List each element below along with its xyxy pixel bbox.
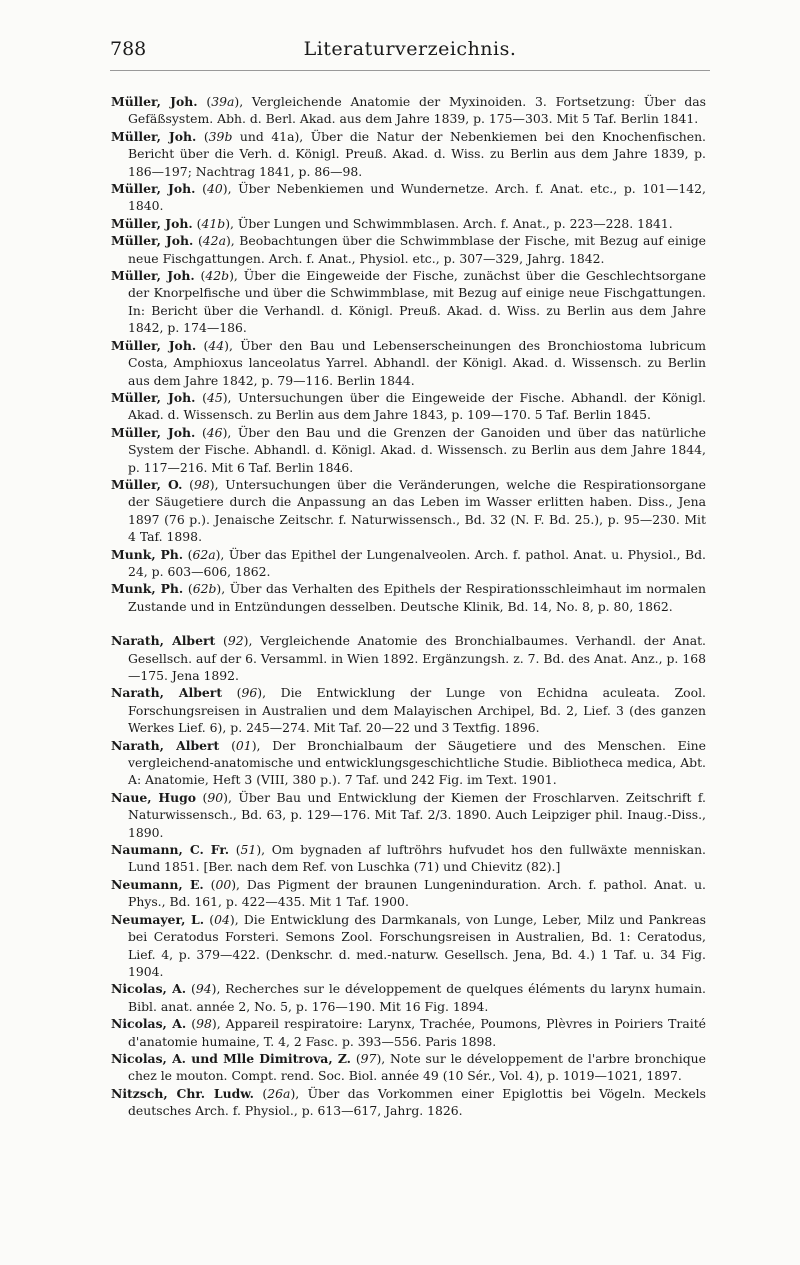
entry-text: ), Über den Bau und die Grenzen der Ganoiden und über das natürliche System der Fische. Abhandl. d. Königl. Akad. d. Wissensch. zu Berlin aus dem Jahre 1844, p. 117—216. Mit 6 Taf. Berlin 1846. (128, 424, 707, 475)
entry-text: ), Über Lungen und Schwimmblasen. Arch. f. Anat., p. 223—228. 1841. (225, 215, 673, 231)
entry-open-paren: ( (195, 424, 207, 440)
entry-open-paren: ( (195, 181, 207, 197)
entry-citation-tag: 44 (208, 337, 225, 353)
entry-citation-tag: 98 (196, 1016, 212, 1032)
entry-open-paren: ( (350, 1050, 361, 1066)
entry-text: ), Untersuchungen über die Veränderungen, welche die Respirationsorgane der Säugetiere durch die Anpassung an das Leben im Wasser erlitten haben. Diss., Jena 1897 (76 p.). Jenaische Zeitschr. f. Naturwissensch., Bd. 32 (N. F. Bd. 25.), p. 95—230. Mit 4 Taf. 1898. (128, 476, 707, 545)
entry-text: ), Über Nebenkiemen und Wundernetze. Arch. f. Anat. etc., p. 101—142, 1840. (128, 181, 706, 214)
bibliography-entry (111, 580, 706, 615)
entry-citation-tag: 94 (195, 981, 212, 997)
running-title: Literaturverzeichnis. (303, 38, 517, 60)
bibliography-entry (111, 876, 706, 911)
bibliography-entry (111, 337, 706, 389)
bibliography-entry (111, 424, 706, 476)
entry-author: Naumann, C. Fr. (111, 842, 230, 858)
entry-author: Müller, Joh. (111, 424, 196, 440)
entry-open-paren: ( (219, 737, 236, 753)
bibliography-entry (111, 980, 706, 1015)
entry-text: und 41a), Über die Natur der Nebenkiemen bei den Knochenfischen. Bericht über die Verh. d. Königl. Preuß. Akad. d. Wiss. zu Berlin aus dem Jahre 1839, p. 186—197; Nachtrag 1841, p. 86—98. (128, 128, 706, 179)
entry-author: Müller, Joh. (111, 233, 194, 249)
entry-open-paren: ( (192, 215, 202, 231)
bibliography-entry (111, 1085, 706, 1120)
entry-citation-tag: 98 (193, 476, 210, 492)
entry-text: ), Beobachtungen über die Schwimmblase der Fische, mit Bezug auf einige neue Fischgattungen. Arch. f. Anat., Physiol. etc., p. 307—329, Jahrg. 1842. (128, 233, 706, 266)
entry-citation-tag: 26a (267, 1085, 291, 1101)
entry-text: ), Vergleichende Anatomie der Myxinoiden. 3. Fortsetzung: Über das Gefäßsystem. Abh. d. Berl. Akad. aus dem Jahre 1839, p. 175—303. Mit 5 Taf. Berlin 1841. (128, 94, 707, 127)
bibliography-entry (111, 789, 706, 841)
entry-author: Munk, Ph. (111, 546, 184, 562)
entry-text: ), Über das Epithel der Lungenalveolen. Arch. f. pathol. Anat. u. Physiol., Bd. 24, p. 603—606, 1862. (128, 546, 706, 579)
entry-text: ), Vergleichende Anatomie des Bronchialbaumes. Verhandl. der Anat. Gesellsch. auf der 6. Versamml. in Wien 1892. Ergänzungsh. z. 7. Bd. des Anat. Anz., p. 168—175. Jena 1892. (128, 633, 706, 683)
entry-open-paren: ( (183, 546, 193, 562)
bibliography-entry (111, 1015, 706, 1050)
bibliography-entry (111, 684, 706, 736)
bibliography-entry (111, 93, 706, 128)
entry-text: ), Die Entwicklung der Lunge von Echidna aculeata. Zool. Forschungsreisen in Australien und dem Malayischen Archipel, Bd. 2, Lief. 3 (des ganzen Werkes Lief. 6), p. 245—274. Mit Taf. 20—22 und 3 Textfig. 1896. (128, 685, 706, 736)
entry-citation-tag: 96 (241, 685, 258, 701)
entry-open-paren: ( (197, 94, 212, 109)
entry-open-paren: ( (186, 1016, 197, 1032)
bibliography-entry (111, 215, 706, 232)
bibliography-entry (111, 632, 706, 684)
entry-citation-tag: 97 (360, 1050, 377, 1066)
entry-citation-tag: 92 (227, 633, 244, 649)
entry-open-paren: ( (195, 389, 207, 405)
page-number: 788 (110, 38, 147, 60)
bibliography-entry (111, 476, 706, 546)
entry-citation-tag: 42b (205, 268, 230, 284)
entry-citation-tag: 01 (235, 737, 252, 753)
bibliography-entry (111, 1050, 706, 1085)
entry-citation-tag: 45 (206, 389, 223, 405)
entry-citation-tag: 51 (240, 842, 257, 858)
bibliography-entry (111, 267, 706, 337)
bibliography-entry (111, 128, 706, 180)
entry-open-paren: ( (183, 581, 193, 597)
entry-citation-tag: 62a (192, 546, 216, 562)
bibliography-entry (111, 232, 706, 267)
entry-author: Nicolas, A. (111, 1016, 187, 1032)
entry-author: Neumayer, L. (111, 911, 205, 927)
entry-author: Müller, Joh. (111, 268, 195, 284)
entry-citation-tag: 62b (192, 581, 217, 597)
bibliography-entry (111, 389, 706, 424)
entry-author: Narath, Albert (111, 633, 216, 649)
entry-open-paren: ( (215, 633, 228, 649)
entry-citation-tag: 41b (201, 215, 226, 231)
entry-author: Narath, Albert (111, 737, 220, 753)
entry-text: ), Über Bau und Entwicklung der Kiemen der Froschlarven. Zeitschrift f. Naturwissensch., Bd. 63, p. 129—176. Mit Taf. 2/3. 1890. Auch Leipziger phil. Inaug.-Diss., 1890. (128, 789, 706, 840)
entry-open-paren: ( (203, 876, 216, 892)
entry-text: ), Über das Verhalten des Epithels der Respirationsschleimhaut im normalen Zustande und in Entzündungen desselben. Deutsche Klinik, Bd. 14, No. 8, p. 80, 1862. (128, 581, 706, 614)
entry-open-paren: ( (182, 476, 194, 492)
entry-citation-tag: 39b (208, 128, 233, 144)
entry-text: ), Untersuchungen über die Eingeweide der Fische. Abhandl. der Königl. Akad. d. Wissensch. zu Berlin aus dem Jahre 1843, p. 109—170. 5 Taf. Berlin 1845. (128, 389, 706, 423)
entry-text: ), Über den Bau und Lebenserscheinungen des Bronchiostoma lubricum Costa, Amphioxus lanceolatus Yarrel. Abhandl. der Königl. Akad. d. Wissensch. zu Berlin aus dem Jahre 1842, p. 79—116. Berlin 1844. (128, 337, 706, 388)
entry-citation-tag: 04 (214, 911, 230, 927)
entry-text: ), Die Entwicklung des Darmkanals, von Lunge, Leber, Milz und Pankreas bei Ceratodus Forsteri. Semons Zool. Forschungsreisen in Australien, Bd. 1: Ceratodus, Lief. 4, p. 379—422. (Denkschr. d. med.-naturw. Gesellsch. Jena, Bd. 4.) 1 Taf. u. 34 Fig. 1904. (128, 911, 706, 979)
entry-author: Müller, Joh. (111, 181, 196, 197)
entry-citation-tag: 46 (206, 424, 223, 440)
entry-author: Müller, Joh. (111, 128, 197, 144)
entry-author: Nicolas, A. (111, 981, 187, 997)
entry-citation-tag: 40 (206, 181, 223, 197)
entry-open-paren: ( (196, 789, 208, 805)
bibliography-entry (111, 841, 706, 876)
bibliography-entry (111, 737, 706, 789)
entry-open-paren: ( (193, 233, 203, 249)
entry-author: Müller, Joh. (111, 389, 196, 405)
entry-author: Nicolas, A. und Mlle Dimitrova, Z. (111, 1050, 351, 1066)
bibliography-entry (111, 180, 706, 215)
header-rule (110, 70, 710, 71)
entry-open-paren: ( (194, 268, 206, 284)
entry-open-paren: ( (253, 1085, 268, 1101)
entry-author: Müller, Joh. (111, 337, 197, 353)
entry-open-paren: ( (222, 685, 242, 701)
group-separator (111, 615, 706, 632)
entry-text: ), Das Pigment der braunen Lungeninduration. Arch. f. pathol. Anat. u. Phys., Bd. 161, p. 422—435. Mit 1 Taf. 1900. (128, 876, 706, 910)
entry-text: ), Appareil respiratoire: Larynx, Trachée, Poumons, Plèvres in Poiriers Traité d'anatomie humaine, T. 4, 2 Fasc. p. 393—556. Paris 1898. (128, 1016, 707, 1049)
page-header (110, 38, 710, 68)
entry-author: Munk, Ph. (111, 581, 184, 597)
entry-citation-tag: 90 (207, 789, 224, 805)
entry-author: Neumann, E. (111, 876, 204, 892)
entry-citation-tag: 42a (202, 233, 226, 249)
entry-author: Narath, Albert (111, 685, 223, 701)
bibliography-list (111, 93, 706, 1120)
bibliography-entry (111, 911, 706, 981)
entry-author: Nitzsch, Chr. Ludw. (111, 1085, 254, 1101)
bibliography-entry (111, 546, 706, 581)
entry-text: ), Über das Vorkommen einer Epiglottis bei Vögeln. Meckels deutsches Arch. f. Physiol., p. 613—617, Jahrg. 1826. (128, 1085, 706, 1119)
entry-open-paren: ( (196, 128, 209, 144)
entry-text: ), Om bygnaden af luftröhrs hufvudet hos den fullwäxte menniskan. Lund 1851. [Ber. nach dem Ref. von Luschka (71) und Chievitz (82).] (128, 842, 706, 875)
entry-author: Müller, O. (111, 476, 183, 492)
entry-open-paren: ( (186, 981, 196, 997)
entry-text: ), Über die Eingeweide der Fische, zunächst über die Geschlechtsorgane der Knorpelfische und über die Schwimmblase, mit Bezug auf einige neue Fischgattungen. In: Bericht über die Verhandl. d. Königl. Preuß. Akad. d. Wiss. zu Berlin aus dem Jahre 1842, p. 174—186. (128, 268, 706, 336)
entry-author: Müller, Joh. (111, 215, 193, 231)
entry-open-paren: ( (204, 911, 215, 927)
entry-author: Müller, Joh. (111, 94, 198, 109)
entry-text: ), Der Bronchialbaum der Säugetiere und des Menschen. Eine vergleichend-anatomische und entwicklungsgeschichtliche Studie. Bibliotheca medica, Abt. A: Anatomie, Heft 3 (VIII, 380 p.). 7 Taf. und 242 Fig. im Text. 1901. (128, 737, 706, 788)
entry-citation-tag: 00 (215, 876, 232, 892)
entry-text: ), Note sur le développement de l'arbre bronchique chez le mouton. Compt. rend. Soc. Biol. année 49 (10 Sér., Vol. 4), p. 1019—1021, 1897. (128, 1050, 706, 1084)
entry-text: ), Recherches sur le développement de quelques éléments du larynx humain. Bibl. anat. année 2, No. 5, p. 176—190. Mit 16 Fig. 1894. (128, 981, 706, 1014)
entry-citation-tag: 39a (211, 94, 235, 109)
entry-open-paren: ( (229, 842, 241, 858)
entry-author: Naue, Hugo (111, 789, 197, 805)
entry-open-paren: ( (196, 337, 209, 353)
